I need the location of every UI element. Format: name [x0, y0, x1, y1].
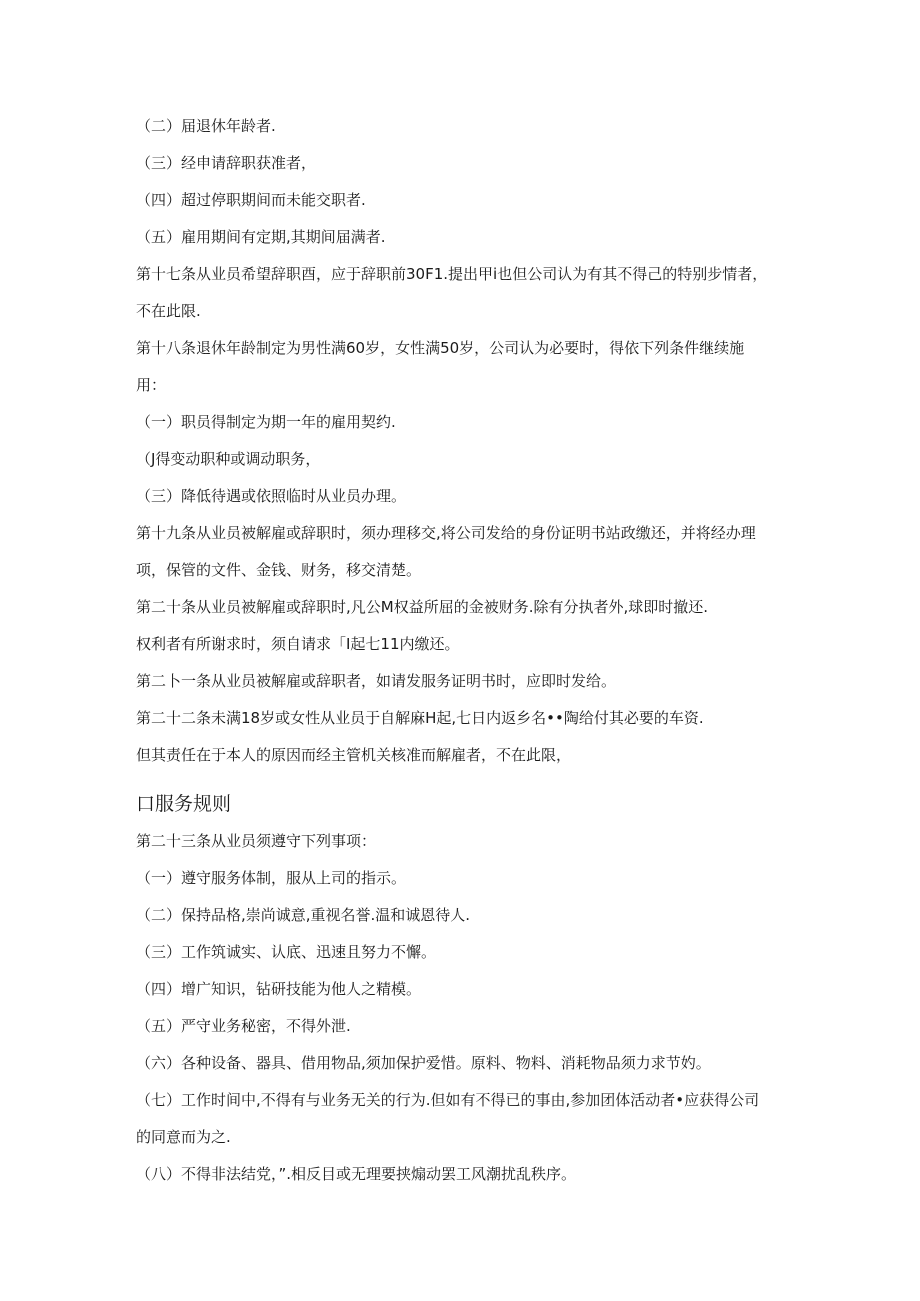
clause-line: （二）届退休年龄者.	[136, 117, 276, 135]
clause-line: （二）保持品格,崇尚诚意,重视名誉.温和诚恩待人.	[136, 906, 471, 924]
clause-line: （六）各种设备、器具、借用物品,须加保护爱惜。原料、物料、消耗物品须力求节妁。	[136, 1054, 711, 1072]
clause-line: （三）工作筑诚实、认底、迅速且努力不懈。	[136, 943, 437, 961]
article-line: 权利者有所谢求时，须自请求「I起七11内缴还。	[136, 635, 460, 653]
clause-line: （一）职员得制定为期一年的雇用契约.	[136, 413, 396, 431]
article-line: 第二卜一条从业员被解雇或辞职者，如请发服务证明书时，应即时发给。	[136, 672, 617, 690]
clause-line: （四）增广知识，钻研技能为他人之精模。	[136, 980, 422, 998]
section-heading: 口服务规则	[136, 793, 232, 815]
article-line: 但其责任在于本人的原因而经主管机关核准而解雇者，不在此限，	[136, 746, 572, 764]
article-line: 第二十条从业员被解雇或辞职时,凡公M权益所屈的金被财务.除有分执者外,球即时撤还.	[136, 598, 709, 616]
article-line: 项，保管的文件、金钱、财务，移交清楚。	[136, 561, 422, 579]
clause-line: （五）严守业务秘密，不得外泄.	[136, 1017, 351, 1035]
article-line: 第二十二条未满18岁或女性从业员于自解麻H起,七日内返乡名••陶给付其必要的车资.	[136, 709, 704, 727]
clause-line: （八）不得非法结党，”.相反目或无理要挟煽动罢工风潮扰乱秩序。	[136, 1165, 577, 1183]
article-line: 第十八条退休年龄制定为男性满60岁，女性满50岁，公司认为必要时，得依下列条件继续施	[136, 339, 745, 357]
clause-line: （四）超过停职期间而未能交职者.	[136, 191, 366, 209]
article-line: 第二十三条从业员须遵守下列事项：	[136, 832, 377, 850]
article-line: 用：	[136, 376, 167, 394]
clause-line: （七）工作时间中,不得有与业务无关的行为.但如有不得已的事由,参加团体活动者•应获得公司	[136, 1091, 760, 1109]
article-line: 第十七条从业员希望辞职酉，应于辞职前30F1.提出甲i也但公司认为有其不得己的特别步情者，	[136, 265, 768, 283]
clause-line: 的同意而为之.	[136, 1128, 231, 1146]
clause-line: （三）经申请辞职获准者，	[136, 154, 317, 172]
article-line: 第十九条从业员被解雇或辞职时，须办理移交,将公司发给的身份证明书站政缴还，并将经办理	[136, 524, 756, 542]
clause-line: （五）雇用期间有定期,其期间届满者.	[136, 228, 386, 246]
clause-line: （一）遵守服务体制，服从上司的指示。	[136, 869, 407, 887]
article-line: 不在此限.	[136, 302, 201, 320]
clause-line: （三）降低待遇或依照临时从业员办理。	[136, 487, 407, 505]
clause-line: （J得变动职种或调动职务，	[136, 450, 321, 468]
